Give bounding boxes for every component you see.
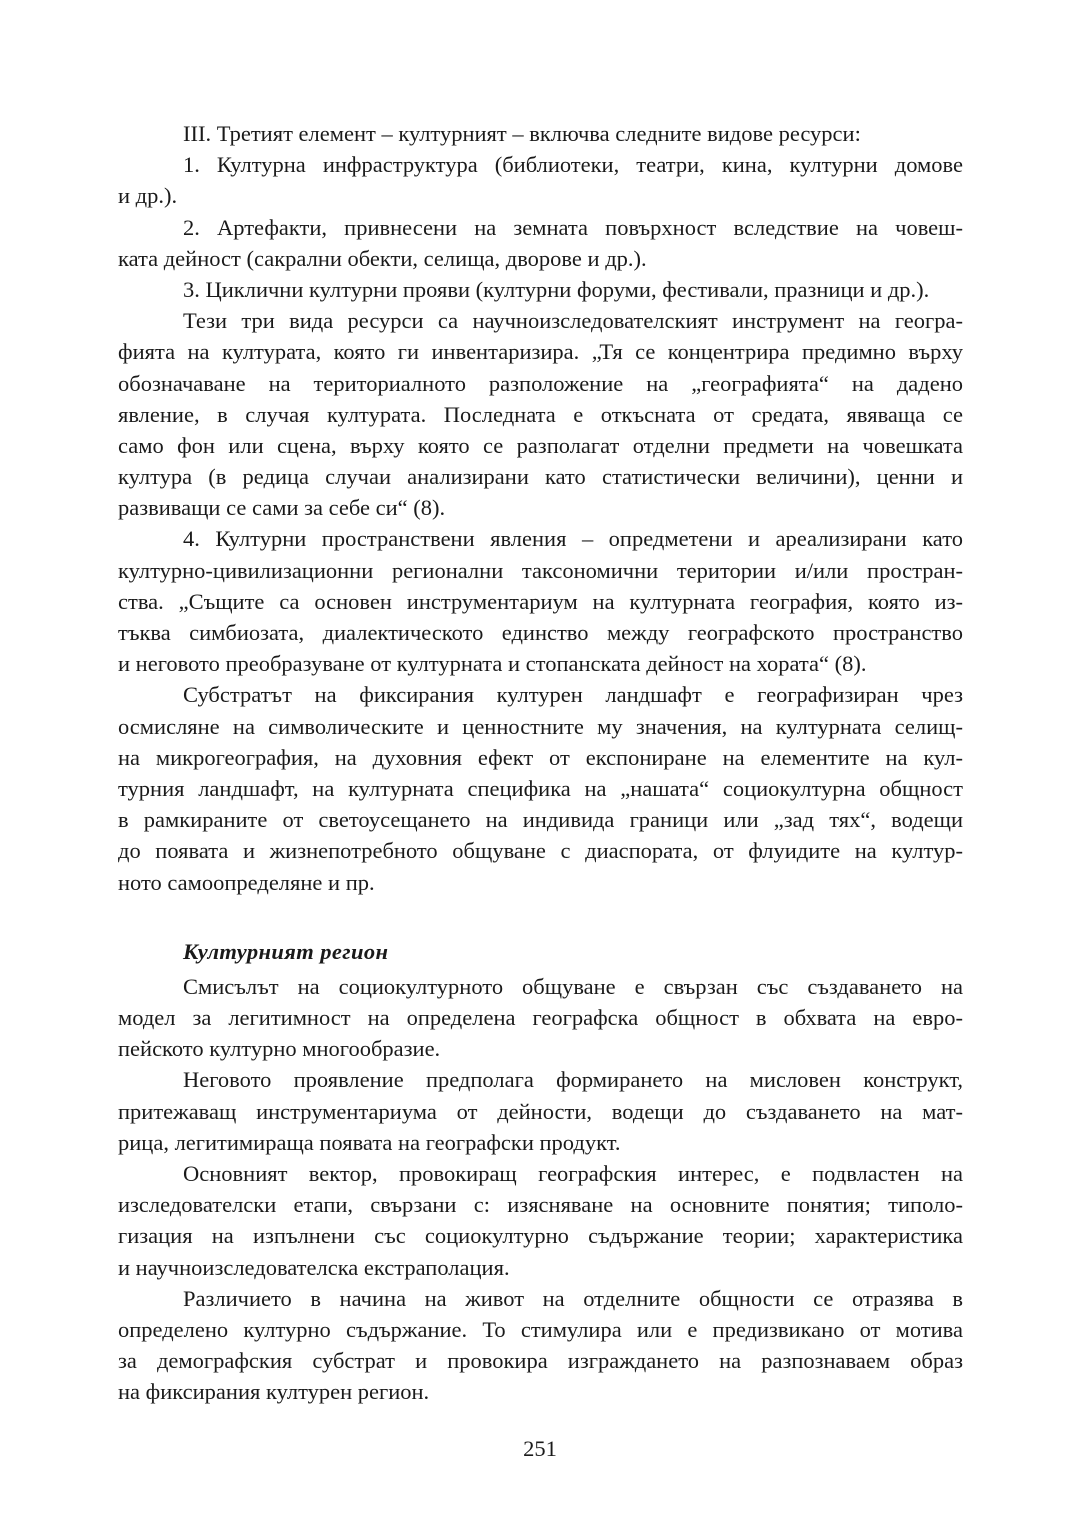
text-line: явление, в случая културата. Последната е откъсната от средата, явяваща се — [118, 401, 963, 427]
text-line: и др.). — [118, 183, 178, 209]
text-line: Субстратът на фиксирания културен ландшафт е географизиран чрез — [183, 682, 963, 708]
text-line: притежаващ инструментариума от дейности, водещи до създаването на мат- — [118, 1098, 963, 1124]
text-line: ства. „Същите са основен инструментариум на културната география, която из- — [118, 588, 963, 614]
page-body — [118, 118, 963, 1408]
text-line: модел за легитимност на определена географска общност в обхвата на евро- — [118, 1005, 963, 1031]
paragraph — [118, 212, 963, 274]
text-line: турния ландшафт, на културната специфика на „нашата“ социокултурна общност — [118, 775, 963, 801]
text-line: за демографския субстрат и провокира изграждането на разпознаваем образ — [118, 1348, 963, 1374]
text-line: изследователски етапи, свързани с: изясняване на основните понятия; типоло- — [118, 1192, 963, 1218]
paragraph — [118, 118, 963, 149]
text-line: и неговото преобразуване от културната и стопанската дейност на хората“ (8). — [118, 651, 867, 677]
text-line: обозначаване на териториалното разположение на „географията“ на дадено — [118, 370, 963, 396]
text-line: и научноизследователска екстраполация. — [118, 1254, 510, 1280]
text-line: 3. Циклични културни прояви (културни форуми, фестивали, празници и др.). — [183, 276, 930, 302]
text-line: развиващи се сами за себе си“ (8). — [118, 495, 446, 521]
paragraph — [118, 149, 963, 211]
text-line: до появата и жизнепотребното общуване с диаспората, от флуидите на култур- — [118, 838, 963, 864]
text-line: пейското културно многообразие. — [118, 1036, 441, 1062]
paragraph — [118, 971, 963, 1065]
paragraph — [118, 1158, 963, 1283]
text-line: ката дейност (сакрални обекти, селища, дворове и др.). — [118, 245, 647, 271]
text-line: тъква симбиозата, диалектическото единство между географското пространство — [118, 620, 963, 645]
text-line: само фон или сцена, върху която се разполагат отделни предмети на човешката — [118, 432, 963, 458]
text-line: рица, легитимираща появата на географски продукт. — [118, 1129, 621, 1155]
text-line: Неговото проявление предполага формирането на мисловен конструкт, — [183, 1067, 963, 1093]
text-line: фията на културата, която ги инвентаризира. „Тя се концентрира предимно върху — [118, 339, 963, 365]
text-line: Тези три вида ресурси са научноизследователският инструмент на геогра- — [183, 308, 963, 334]
text-line: на микрогеография, на духовния ефект от експониране на елементите на кул- — [118, 744, 963, 770]
section-heading: Културният регион — [183, 938, 389, 964]
text-line: Основният вектор, провокиращ географския интерес, е подвластен на — [183, 1161, 963, 1186]
text-line: култура (в редица случаи анализирани като статистически величини), ценни и — [118, 464, 963, 490]
text-line: ното самоопределяне и пр. — [118, 869, 375, 895]
text-line: в рамкираните от светоусещането на индивида граници или „зад тях“, водещи — [118, 807, 963, 833]
paragraph — [118, 523, 963, 679]
paragraph — [118, 1064, 963, 1158]
text-line: 2. Артефакти, привнесени на земната повърхност вследствие на човеш- — [183, 214, 963, 240]
paragraphs-bottom — [118, 971, 963, 1408]
paragraph — [118, 679, 963, 897]
text-line: осмисляне на символическите и ценностните му значения, на културната селищ- — [118, 713, 963, 739]
page-number: 251 — [523, 1436, 557, 1461]
text-line: Различието в начина на живот на отделните общности се отразява в — [183, 1285, 963, 1311]
paragraph — [118, 274, 963, 305]
paragraph — [118, 1283, 963, 1408]
text-line: на фиксирания културен регион. — [118, 1379, 430, 1405]
text-line: гизация на изпълнени със социокултурно съдържание теории; характеристика — [118, 1223, 963, 1249]
paragraphs-top — [118, 118, 963, 898]
text-line: определено културно съдържание. То стимулира или е предизвикано от мотива — [118, 1316, 963, 1342]
text-line: 4. Културни пространствени явления – опредметени и ареализирани като — [183, 526, 963, 552]
text-line: 1. Културна инфраструктура (библиотеки, театри, кина, културни домове — [183, 152, 963, 178]
paragraph — [118, 305, 963, 523]
text-line: Смисълът на социокултурното общуване е свързан със създаването на — [183, 973, 963, 999]
text-line: културно-цивилизационни регионални таксономични територии и/или простран- — [118, 557, 963, 583]
text-line: III. Третият елемент – културният – включва следните видове ресурси: — [183, 121, 861, 146]
